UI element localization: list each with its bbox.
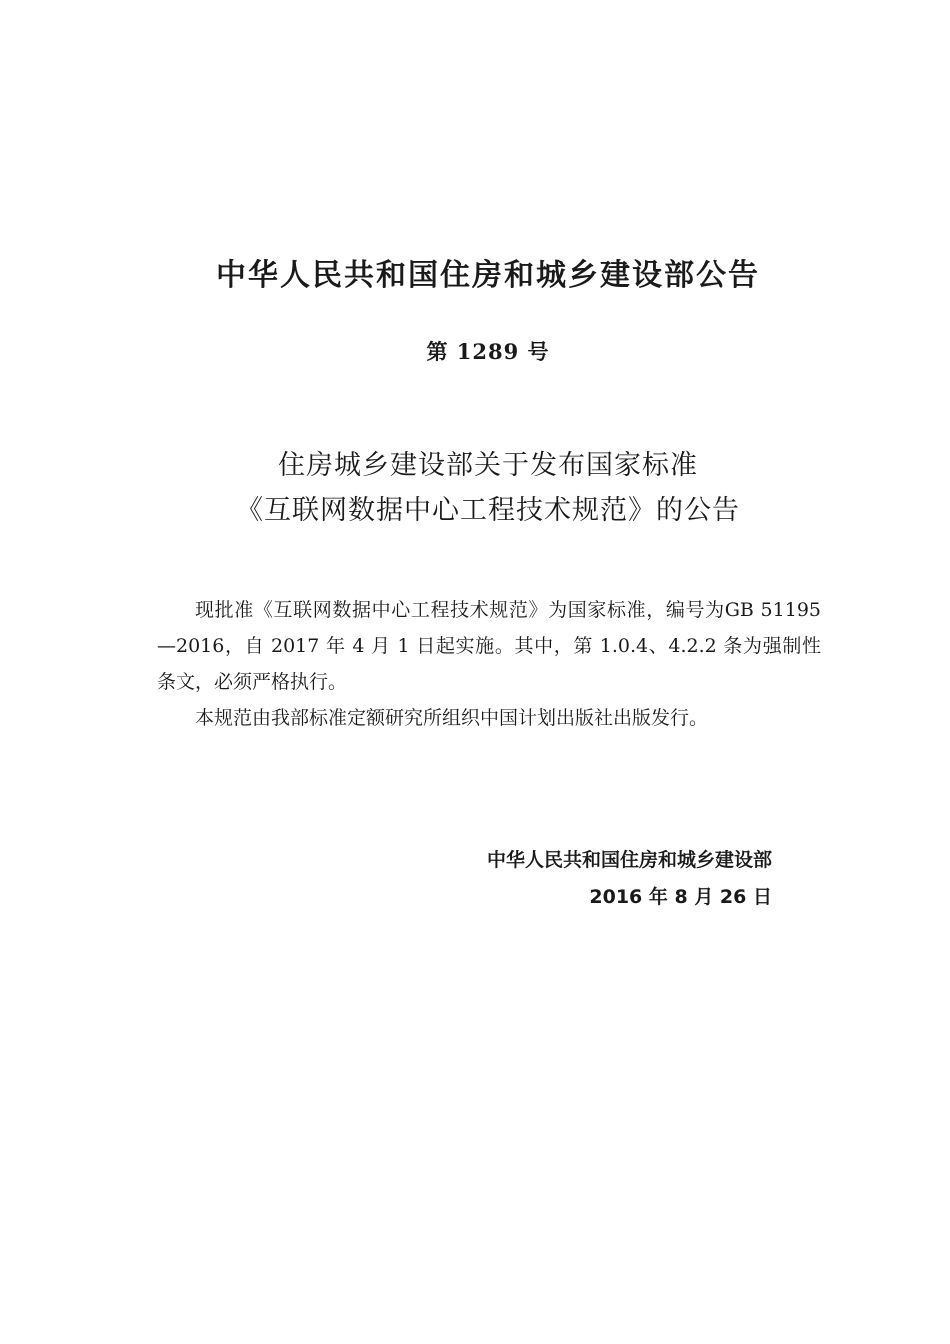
notice-subject	[0, 443, 950, 533]
signature-block	[400, 842, 772, 916]
subject-line: 《互联网数据中心工程技术规范》的公告	[236, 495, 740, 526]
subject-line: 住房城乡建设部关于发布国家标准	[278, 450, 698, 481]
issuer-title: 中华人民共和国住房和城乡建设部公告	[216, 258, 760, 293]
notice-body	[157, 592, 821, 736]
signature-date: 2016 年 8 月 26 日	[589, 886, 772, 908]
signature-issuer: 中华人民共和国住房和城乡建设部	[486, 849, 772, 871]
body-paragraph: 本规范由我部标准定额研究所组织中国计划出版社出版发行。	[195, 707, 709, 729]
notice-number: 第 1289 号	[426, 339, 550, 364]
body-paragraph: 现批准《互联网数据中心工程技术规范》为国家标准，编号为GB 51195—2016，自 2017 年 4 月 1 日起实施。其中，第 1.0.4、4.2.2 条为强制性条文，必须严格执行。	[157, 599, 821, 693]
